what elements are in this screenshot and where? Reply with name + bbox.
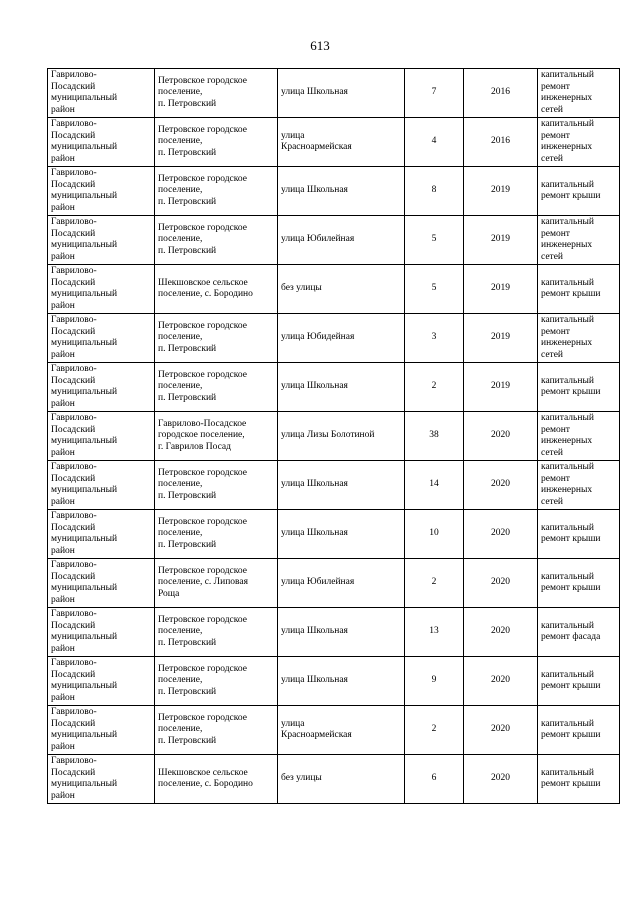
year-cell: 2019 xyxy=(464,314,538,363)
district-cell: Гаврилово- Посадский муниципальный район xyxy=(48,461,155,510)
house-number-cell: 2 xyxy=(405,363,464,412)
table-row xyxy=(48,69,620,118)
year-cell: 2020 xyxy=(464,461,538,510)
table-row xyxy=(48,559,620,608)
work-type-cell: капитальный ремонт крыши xyxy=(538,706,620,755)
house-number-cell: 4 xyxy=(405,118,464,167)
district-cell: Гаврилово- Посадский муниципальный район xyxy=(48,657,155,706)
year-cell: 2016 xyxy=(464,69,538,118)
house-number-cell: 5 xyxy=(405,265,464,314)
house-number-cell: 10 xyxy=(405,510,464,559)
district-cell: Гаврилово- Посадский муниципальный район xyxy=(48,118,155,167)
table-row xyxy=(48,216,620,265)
settlement-cell: Петровское городское поселение, п. Петровский xyxy=(155,461,278,510)
district-cell: Гаврилово- Посадский муниципальный район xyxy=(48,608,155,657)
street-cell: улица Школьная xyxy=(278,69,405,118)
house-number-cell: 38 xyxy=(405,412,464,461)
repair-registry-table xyxy=(47,68,620,804)
house-number-cell: 9 xyxy=(405,657,464,706)
settlement-cell: Петровское городское поселение, с. Липовая Роща xyxy=(155,559,278,608)
street-cell: улица Школьная xyxy=(278,510,405,559)
settlement-cell: Петровское городское поселение, п. Петровский xyxy=(155,216,278,265)
house-number-cell: 5 xyxy=(405,216,464,265)
table-row xyxy=(48,608,620,657)
year-cell: 2020 xyxy=(464,755,538,804)
district-cell: Гаврилово- Посадский муниципальный район xyxy=(48,69,155,118)
table-body xyxy=(48,69,620,804)
street-cell: улица Красноармейская xyxy=(278,118,405,167)
street-cell: улица Школьная xyxy=(278,608,405,657)
work-type-cell: капитальный ремонт крыши xyxy=(538,510,620,559)
street-cell: улица Юбидейная xyxy=(278,314,405,363)
settlement-cell: Петровское городское поселение, п. Петровский xyxy=(155,657,278,706)
work-type-cell: капитальный ремонт крыши xyxy=(538,265,620,314)
district-cell: Гаврилово- Посадский муниципальный район xyxy=(48,314,155,363)
page-number: 613 xyxy=(310,38,330,53)
settlement-cell: Гаврилово-Посадское городское поселение, г. Гаврилов Посад xyxy=(155,412,278,461)
house-number-cell: 14 xyxy=(405,461,464,510)
settlement-cell: Петровское городское поселение, п. Петровский xyxy=(155,314,278,363)
work-type-cell: капитальный ремонт крыши xyxy=(538,167,620,216)
street-cell: улица Школьная xyxy=(278,657,405,706)
table-row xyxy=(48,265,620,314)
table-row xyxy=(48,314,620,363)
house-number-cell: 6 xyxy=(405,755,464,804)
street-cell: улица Юбилейная xyxy=(278,559,405,608)
settlement-cell: Шекшовское сельское поселение, с. Бородино xyxy=(155,755,278,804)
work-type-cell: капитальный ремонт фасада xyxy=(538,608,620,657)
settlement-cell: Петровское городское поселение, п. Петровский xyxy=(155,118,278,167)
year-cell: 2019 xyxy=(464,265,538,314)
district-cell: Гаврилово- Посадский муниципальный район xyxy=(48,755,155,804)
work-type-cell: капитальный ремонт крыши xyxy=(538,657,620,706)
table-row xyxy=(48,755,620,804)
street-cell: улица Школьная xyxy=(278,461,405,510)
street-cell: без улицы xyxy=(278,755,405,804)
house-number-cell: 13 xyxy=(405,608,464,657)
settlement-cell: Шекшовское сельское поселение, с. Бородино xyxy=(155,265,278,314)
settlement-cell: Петровское городское поселение, п. Петровский xyxy=(155,510,278,559)
work-type-cell: капитальный ремонт крыши xyxy=(538,559,620,608)
street-cell: улица Лизы Болотиной xyxy=(278,412,405,461)
district-cell: Гаврилово- Посадский муниципальный район xyxy=(48,167,155,216)
table-row xyxy=(48,461,620,510)
house-number-cell: 7 xyxy=(405,69,464,118)
district-cell: Гаврилово- Посадский муниципальный район xyxy=(48,216,155,265)
district-cell: Гаврилово- Посадский муниципальный район xyxy=(48,412,155,461)
street-cell: улица Юбилейная xyxy=(278,216,405,265)
settlement-cell: Петровское городское поселение, п. Петровский xyxy=(155,608,278,657)
work-type-cell: капитальный ремонт крыши xyxy=(538,755,620,804)
work-type-cell: капитальный ремонт инженерных сетей xyxy=(538,314,620,363)
work-type-cell: капитальный ремонт крыши xyxy=(538,363,620,412)
year-cell: 2020 xyxy=(464,706,538,755)
year-cell: 2020 xyxy=(464,510,538,559)
house-number-cell: 2 xyxy=(405,706,464,755)
work-type-cell: капитальный ремонт инженерных сетей xyxy=(538,412,620,461)
year-cell: 2019 xyxy=(464,363,538,412)
work-type-cell: капитальный ремонт инженерных сетей xyxy=(538,118,620,167)
work-type-cell: капитальный ремонт инженерных сетей xyxy=(538,461,620,510)
table-row xyxy=(48,363,620,412)
settlement-cell: Петровское городское поселение, п. Петровский xyxy=(155,363,278,412)
year-cell: 2019 xyxy=(464,167,538,216)
district-cell: Гаврилово- Посадский муниципальный район xyxy=(48,559,155,608)
work-type-cell: капитальный ремонт инженерных сетей xyxy=(538,69,620,118)
table-row xyxy=(48,412,620,461)
district-cell: Гаврилово- Посадский муниципальный район xyxy=(48,510,155,559)
street-cell: улица Красноармейская xyxy=(278,706,405,755)
district-cell: Гаврилово- Посадский муниципальный район xyxy=(48,706,155,755)
table-row xyxy=(48,706,620,755)
table-row xyxy=(48,657,620,706)
year-cell: 2020 xyxy=(464,657,538,706)
street-cell: улица Школьная xyxy=(278,167,405,216)
house-number-cell: 3 xyxy=(405,314,464,363)
year-cell: 2016 xyxy=(464,118,538,167)
settlement-cell: Петровское городское поселение, п. Петровский xyxy=(155,167,278,216)
table-row xyxy=(48,118,620,167)
work-type-cell: капитальный ремонт инженерных сетей xyxy=(538,216,620,265)
table-row xyxy=(48,510,620,559)
street-cell: без улицы xyxy=(278,265,405,314)
year-cell: 2020 xyxy=(464,559,538,608)
street-cell: улица Школьная xyxy=(278,363,405,412)
year-cell: 2020 xyxy=(464,608,538,657)
house-number-cell: 2 xyxy=(405,559,464,608)
district-cell: Гаврилово- Посадский муниципальный район xyxy=(48,265,155,314)
year-cell: 2019 xyxy=(464,216,538,265)
table-row xyxy=(48,167,620,216)
district-cell: Гаврилово- Посадский муниципальный район xyxy=(48,363,155,412)
house-number-cell: 8 xyxy=(405,167,464,216)
year-cell: 2020 xyxy=(464,412,538,461)
settlement-cell: Петровское городское поселение, п. Петровский xyxy=(155,706,278,755)
settlement-cell: Петровское городское поселение, п. Петровский xyxy=(155,69,278,118)
